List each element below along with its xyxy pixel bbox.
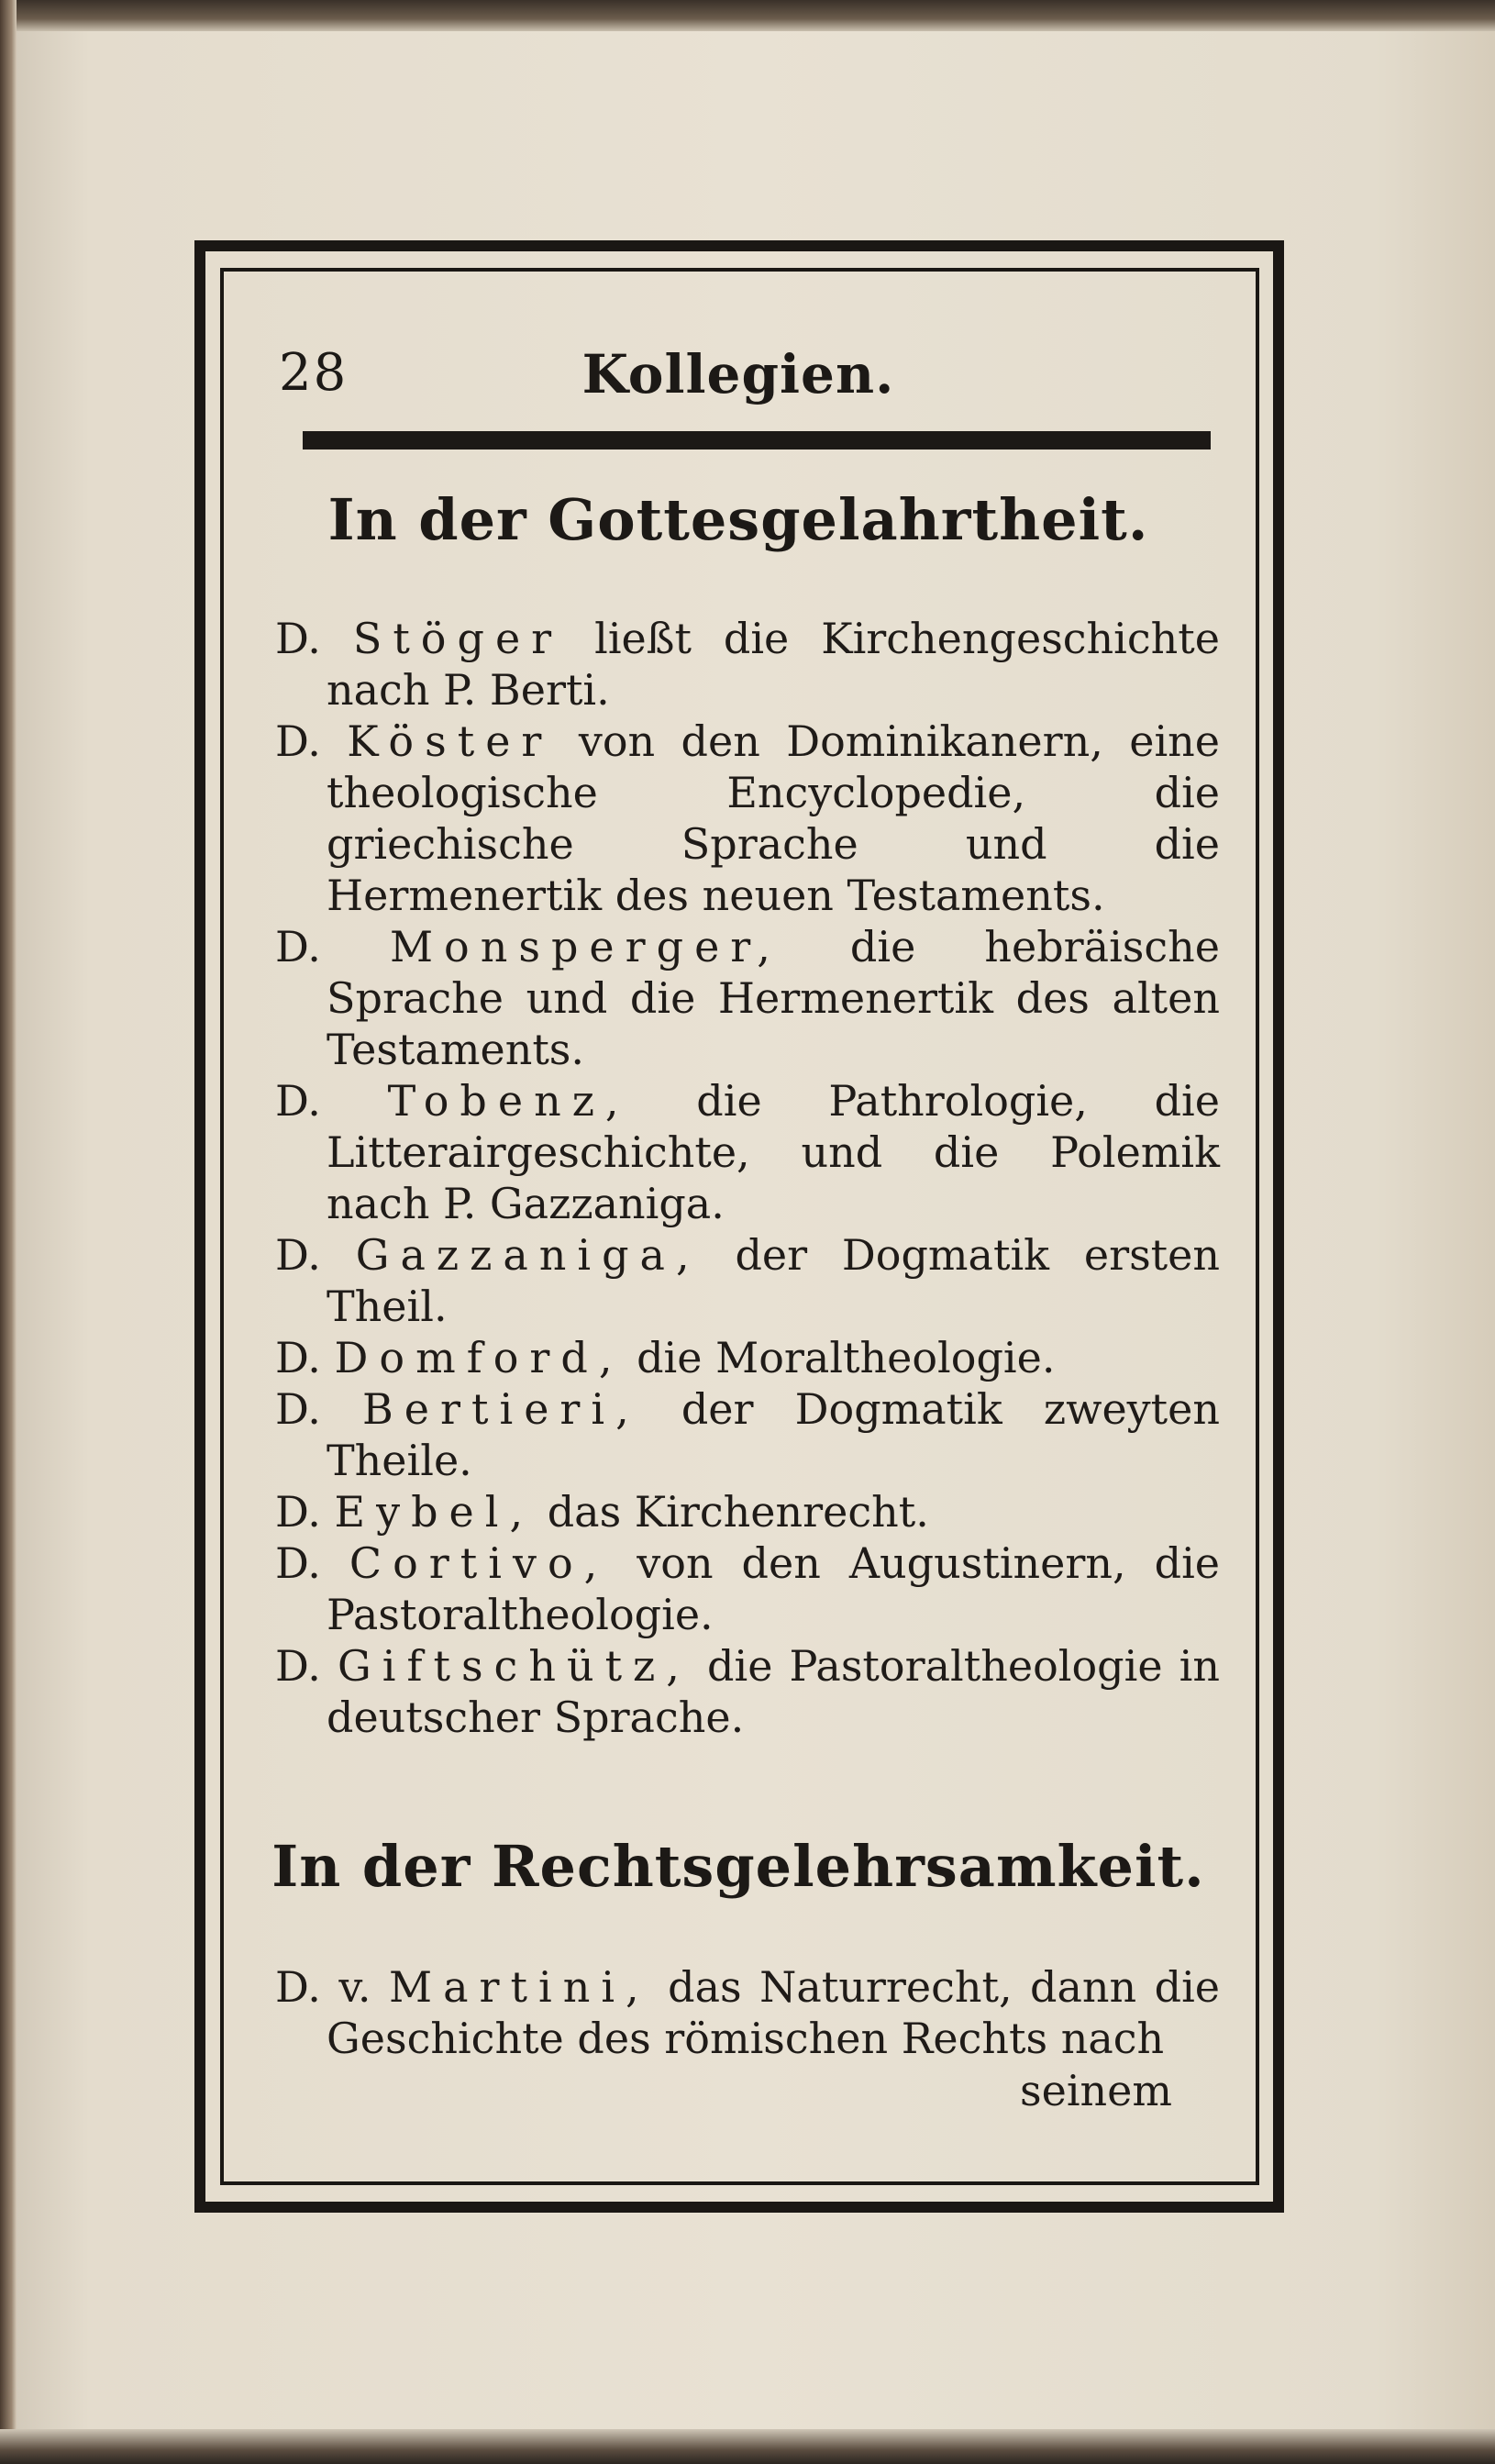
entry-text: das Kirchenrecht. [547,1487,929,1537]
entry-cortivo [275,1537,1220,1640]
theology-entries [275,613,1220,1743]
entry-text: die Pathrologie, die Litterairgeschichte, und die Polemik nach P. Gazzaniga. [327,1076,1220,1228]
section-heading-theology: In der Gottesgelahrtheit. [327,486,1149,553]
entry-stoeger [275,613,1220,716]
running-head: Kollegien. [581,343,895,405]
entry-text: das Naturrecht, dann die Geschichte des römischen Rechts nach [327,1962,1221,2063]
professor-name: Cortivo, [349,1538,609,1588]
entry-text: von den Augustinern, die Pastoraltheologie. [327,1538,1221,1639]
entry-text: der Dogmatik zweyten Theile. [327,1384,1221,1485]
entry-prefix: D. [275,716,321,766]
entry-text: die Pastoraltheologie in deutscher Sprache. [327,1641,1220,1742]
entry-text: ließt die Kirchengeschichte nach P. Berti. [327,614,1220,715]
professor-name: Monsperger, [389,922,781,971]
professor-name: Tobenz, [387,1076,630,1126]
entry-bertieri [275,1383,1220,1486]
professor-name: Eybel, [334,1487,535,1537]
professor-name: Giftschütz, [337,1641,691,1691]
entry-prefix: D. [275,1384,321,1434]
entry-prefix: D. [275,1230,321,1280]
law-entries [275,1961,1220,2064]
entry-text: der Dogmatik ersten Theil. [327,1230,1221,1331]
page-header [266,339,1211,413]
entry-prefix: D. [275,1538,321,1588]
entry-prefix: D. [275,1641,321,1691]
entry-text: die Moraltheologie. [637,1333,1056,1382]
entry-prefix: D. [275,1333,321,1382]
entry-text: die hebräische Sprache und die Hermenertik des alten Testaments. [327,922,1220,1074]
entry-martini [275,1961,1220,2064]
professor-name: Bertieri, [361,1384,640,1434]
header-rule [303,431,1211,450]
page-binding-edge [0,0,17,2464]
page-bottom-edge [0,2429,1495,2464]
entry-prefix: D. [275,1487,321,1537]
entry-koester [275,716,1220,921]
entry-giftschuetz [275,1640,1220,1743]
professor-name: Domford, [334,1333,624,1382]
professor-name: Martini, [388,1962,650,2012]
catchword: seinem [1020,2066,1173,2115]
entry-text: von den Dominikanern, eine theologische Encyclopedie, die griechische Sprache und die Hermenertik des neuen Testaments. [327,716,1221,920]
entry-gazzaniga [275,1229,1220,1332]
entry-domford [275,1332,1220,1383]
entry-prefix: D. [275,614,321,663]
entry-eybel [275,1486,1220,1537]
entry-monsperger [275,921,1220,1075]
entry-prefix: D. [275,922,321,971]
section-heading-law: In der Rechtsgelehrsamkeit. [271,1833,1205,1900]
page-number: 28 [279,343,349,403]
professor-name: Gazzaniga, [355,1230,701,1280]
professor-name: Stöger [352,614,563,663]
entry-prefix: D. v. [275,1962,371,2012]
entry-prefix: D. [275,1076,321,1126]
page-top-edge [0,0,1495,31]
professor-name: Köster [347,716,553,766]
entry-tobenz [275,1075,1220,1229]
